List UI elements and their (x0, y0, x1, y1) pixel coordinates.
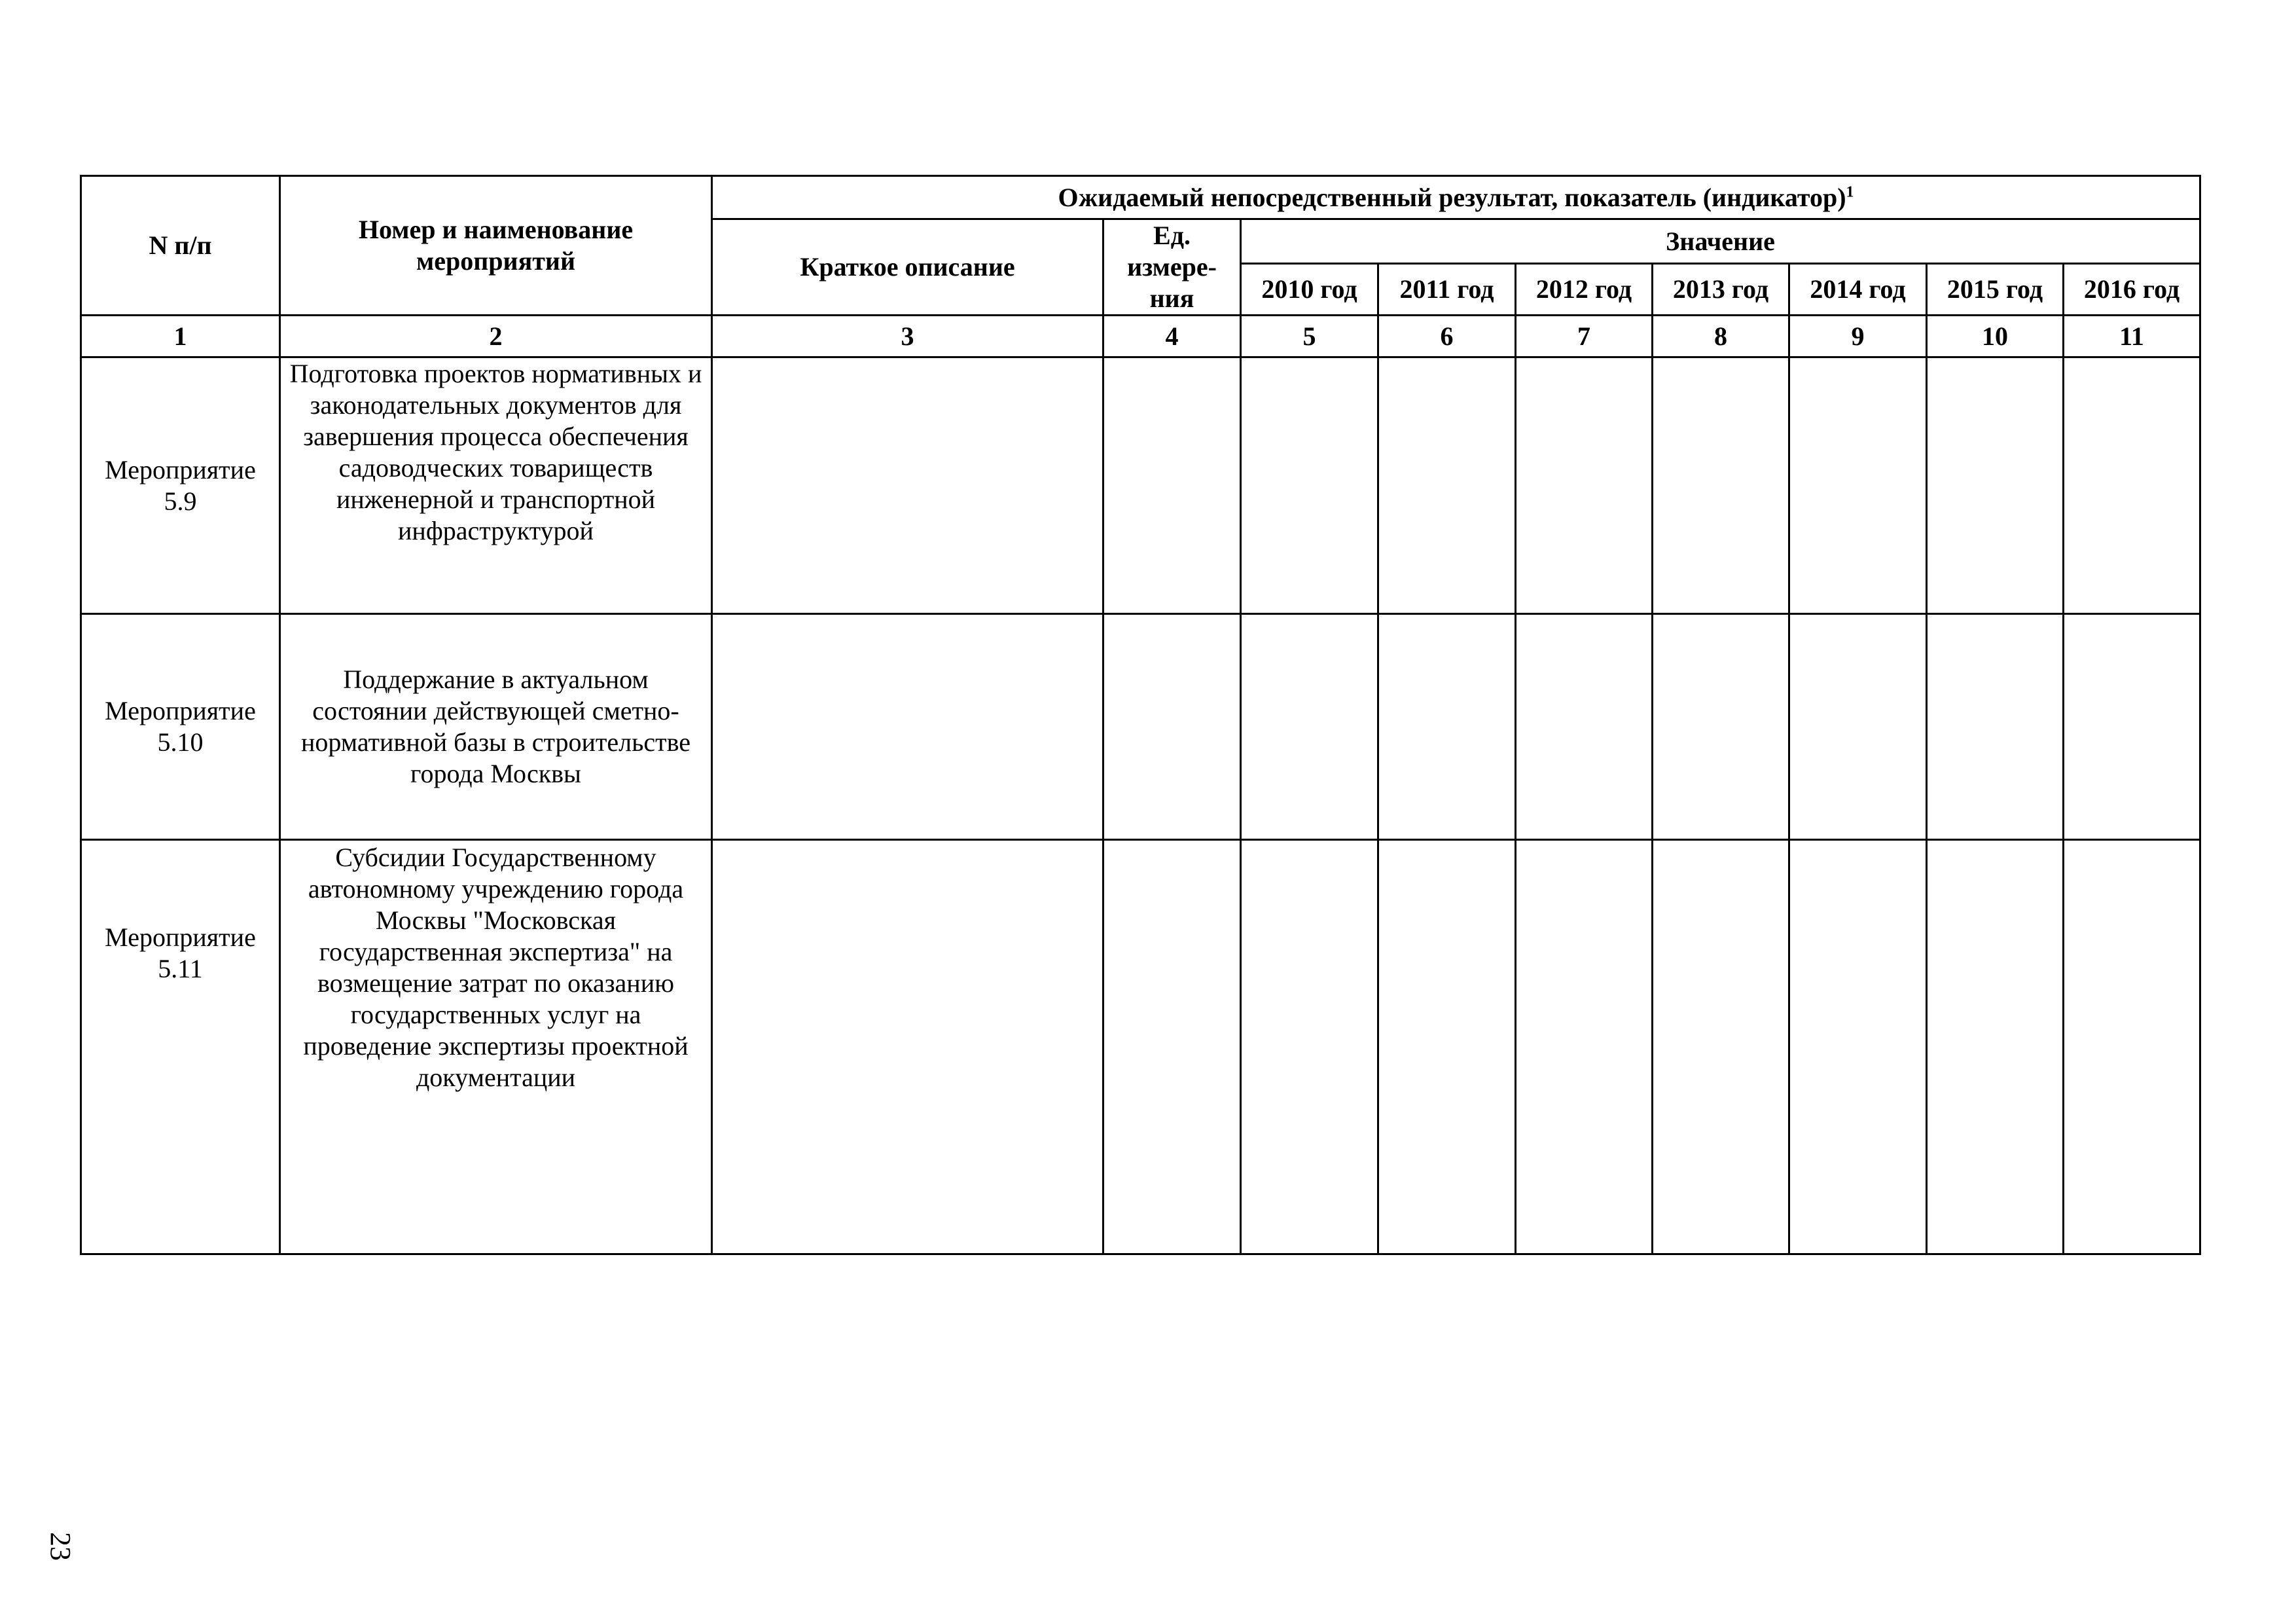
table-row (81, 357, 2200, 614)
table-row (81, 840, 2200, 1254)
value-cell (1378, 357, 1516, 614)
value-cell (1927, 840, 2064, 1254)
description-cell (712, 357, 1103, 614)
header-number: N п/п (81, 176, 280, 316)
value-cell (1241, 357, 1378, 614)
measure-number-text: Мероприятие 5.9 (105, 454, 256, 516)
measure-number-text: Мероприятие 5.10 (105, 696, 256, 757)
unit-cell (1103, 614, 1241, 840)
measure-name: Подготовка проектов нормативных и законодательных документов для завершения процесса обеспечения садоводческих товариществ инженерной и транспортной инфраструктурой (280, 357, 712, 614)
measure-number-text: Мероприятие 5.11 (105, 922, 256, 983)
column-number: 1 (81, 316, 280, 357)
unit-cell (1103, 357, 1241, 614)
column-number: 6 (1378, 316, 1516, 357)
header-value-group: Значение (1241, 219, 2200, 264)
header-year: 2010 год (1241, 264, 1378, 316)
value-cell (1516, 840, 1653, 1254)
value-cell (1516, 614, 1653, 840)
header-year: 2012 год (1516, 264, 1653, 316)
value-cell (1241, 614, 1378, 840)
value-cell (2064, 840, 2200, 1254)
header-unit-text: Ед. измере-ния (1127, 221, 1217, 313)
unit-cell (1103, 840, 1241, 1254)
column-number: 7 (1516, 316, 1653, 357)
description-cell (712, 614, 1103, 840)
description-cell (712, 840, 1103, 1254)
header-name-text: Номер и наименование мероприятий (358, 215, 634, 276)
footnote-marker: 1 (1846, 183, 1854, 201)
column-number: 2 (280, 316, 712, 357)
column-number: 10 (1927, 316, 2064, 357)
measure-number (81, 357, 280, 614)
header-year: 2013 год (1653, 264, 1789, 316)
header-name (280, 176, 712, 316)
header-year: 2011 год (1378, 264, 1516, 316)
column-number: 9 (1789, 316, 1927, 357)
value-cell (1789, 614, 1927, 840)
header-expected-result-text: Ожидаемый непосредственный результат, показатель (индикатор) (1058, 182, 1846, 212)
header-row-1 (81, 176, 2200, 219)
value-cell (1378, 840, 1516, 1254)
measure-number (81, 614, 280, 840)
header-description: Краткое описание (712, 219, 1103, 316)
header-year: 2016 год (2064, 264, 2200, 316)
header-year: 2015 год (1927, 264, 2064, 316)
column-number-row (81, 316, 2200, 357)
measure-name: Поддержание в актуальном состоянии действующей сметно-нормативной базы в строительстве города Москвы (280, 614, 712, 840)
value-cell (1516, 357, 1653, 614)
value-cell (1653, 840, 1789, 1254)
column-number: 4 (1103, 316, 1241, 357)
header-expected-result (712, 176, 2200, 219)
column-number: 3 (712, 316, 1103, 357)
value-cell (1653, 357, 1789, 614)
header-unit (1103, 219, 1241, 316)
value-cell (1241, 840, 1378, 1254)
value-cell (1653, 614, 1789, 840)
value-cell (1927, 357, 2064, 614)
measure-number (81, 840, 280, 1254)
value-cell (2064, 357, 2200, 614)
value-cell (1789, 357, 1927, 614)
value-cell (2064, 614, 2200, 840)
value-cell (1927, 614, 2064, 840)
table-row (81, 614, 2200, 840)
value-cell (1378, 614, 1516, 840)
page-number: 23 (45, 1532, 77, 1561)
measures-table (80, 175, 2201, 1255)
header-year: 2014 год (1789, 264, 1927, 316)
measure-name: Субсидии Государственному автономному учреждению города Москвы "Московская государственная экспертиза" на возмещение затрат по оказанию государственных услуг на проведение экспертизы проектной документации (280, 840, 712, 1254)
value-cell (1789, 840, 1927, 1254)
column-number: 8 (1653, 316, 1789, 357)
column-number: 5 (1241, 316, 1378, 357)
column-number: 11 (2064, 316, 2200, 357)
